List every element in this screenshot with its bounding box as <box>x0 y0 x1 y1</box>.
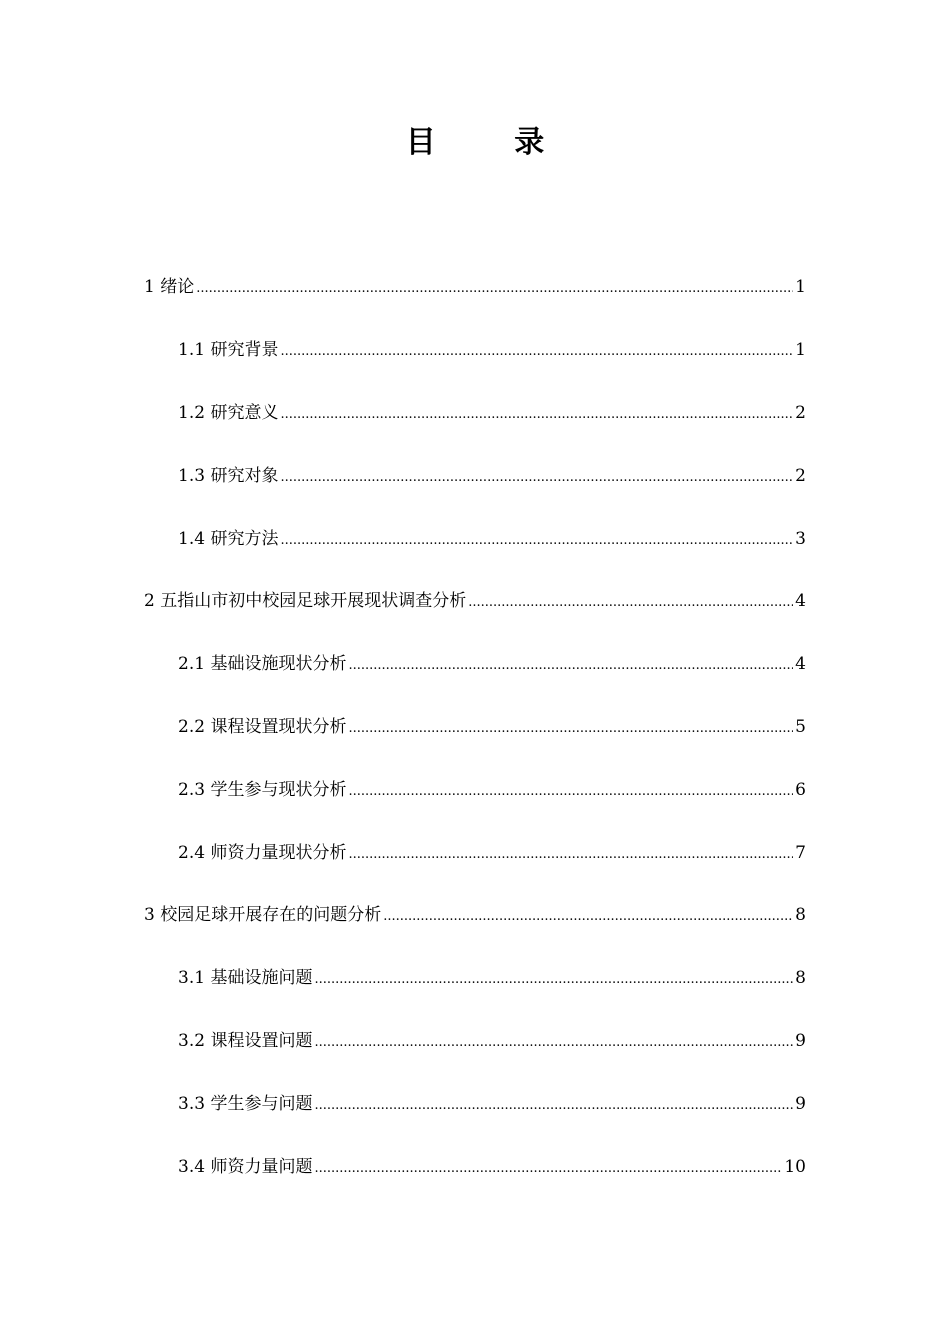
toc-entry[interactable] <box>178 444 806 507</box>
toc-dot-leader <box>348 644 793 688</box>
toc-dot-leader <box>280 330 793 374</box>
toc-entry-label: 1 绪论 <box>144 277 195 298</box>
toc-entry-page: 7 <box>795 842 806 863</box>
toc-entry-page: 1 <box>795 277 806 298</box>
toc-entry-page: 1 <box>795 340 806 361</box>
toc-entry-page: 10 <box>784 1156 806 1177</box>
toc-entry-page: 4 <box>795 591 806 612</box>
toc-entry[interactable] <box>178 1072 806 1135</box>
toc-entry-label: 3.3 学生参与问题 <box>178 1093 313 1114</box>
toc-entry[interactable] <box>178 319 806 382</box>
toc-dot-leader <box>314 958 793 1002</box>
toc-entry-page: 8 <box>795 905 806 926</box>
toc-entry-label: 1.4 研究方法 <box>178 528 279 549</box>
toc-dot-leader <box>280 393 793 437</box>
toc-dot-leader <box>468 581 793 625</box>
toc-dot-leader <box>314 1021 793 1065</box>
toc-entry-page: 3 <box>795 528 806 549</box>
toc-entry-page: 2 <box>795 402 806 423</box>
toc-entry[interactable] <box>178 1010 806 1073</box>
toc-entry[interactable] <box>144 570 806 633</box>
toc-entry-label: 1.3 研究对象 <box>178 465 279 486</box>
toc-dot-leader <box>348 770 793 814</box>
toc-entry[interactable] <box>178 1135 806 1198</box>
toc-dot-leader <box>383 895 793 939</box>
toc-entry[interactable] <box>178 633 806 696</box>
toc-entry-page: 2 <box>795 465 806 486</box>
toc-entry-label: 2.4 师资力量现状分析 <box>178 842 347 863</box>
toc-entry-label: 2 五指山市初中校园足球开展现状调查分析 <box>144 591 467 612</box>
toc-entry[interactable] <box>144 884 806 947</box>
toc-entry-page: 4 <box>795 654 806 675</box>
toc-dot-leader <box>348 833 793 877</box>
toc-entry-page: 9 <box>795 1030 806 1051</box>
toc-entry-page: 6 <box>795 779 806 800</box>
toc-entry[interactable] <box>178 696 806 759</box>
toc-dot-leader <box>196 267 793 311</box>
toc-entry-label: 2.2 课程设置现状分析 <box>178 716 347 737</box>
toc-dot-leader <box>314 1084 793 1128</box>
toc-entry-page: 9 <box>795 1093 806 1114</box>
toc-entry-label: 3 校园足球开展存在的问题分析 <box>144 905 382 926</box>
toc-entry-page: 8 <box>795 968 806 989</box>
toc-dot-leader <box>314 1147 782 1191</box>
toc-dot-leader <box>348 707 793 751</box>
toc-title: 目 录 <box>405 125 579 160</box>
toc-entry-label: 3.4 师资力量问题 <box>178 1156 313 1177</box>
toc-entry-label: 1.2 研究意义 <box>178 402 279 423</box>
toc-entry-label: 3.2 课程设置问题 <box>178 1030 313 1051</box>
toc-entry[interactable] <box>178 507 806 570</box>
table-of-contents <box>0 256 950 1198</box>
toc-entry[interactable] <box>178 758 806 821</box>
toc-entry[interactable] <box>178 947 806 1010</box>
toc-dot-leader <box>280 456 793 500</box>
toc-entry-label: 3.1 基础设施问题 <box>178 968 313 989</box>
toc-entry[interactable] <box>178 382 806 445</box>
toc-dot-leader <box>280 519 793 563</box>
toc-entry-page: 5 <box>795 716 806 737</box>
toc-entry-label: 2.3 学生参与现状分析 <box>178 779 347 800</box>
toc-entry-label: 1.1 研究背景 <box>178 340 279 361</box>
toc-entry[interactable] <box>178 821 806 884</box>
toc-entry-label: 2.1 基础设施现状分析 <box>178 654 347 675</box>
toc-entry[interactable] <box>144 256 806 319</box>
